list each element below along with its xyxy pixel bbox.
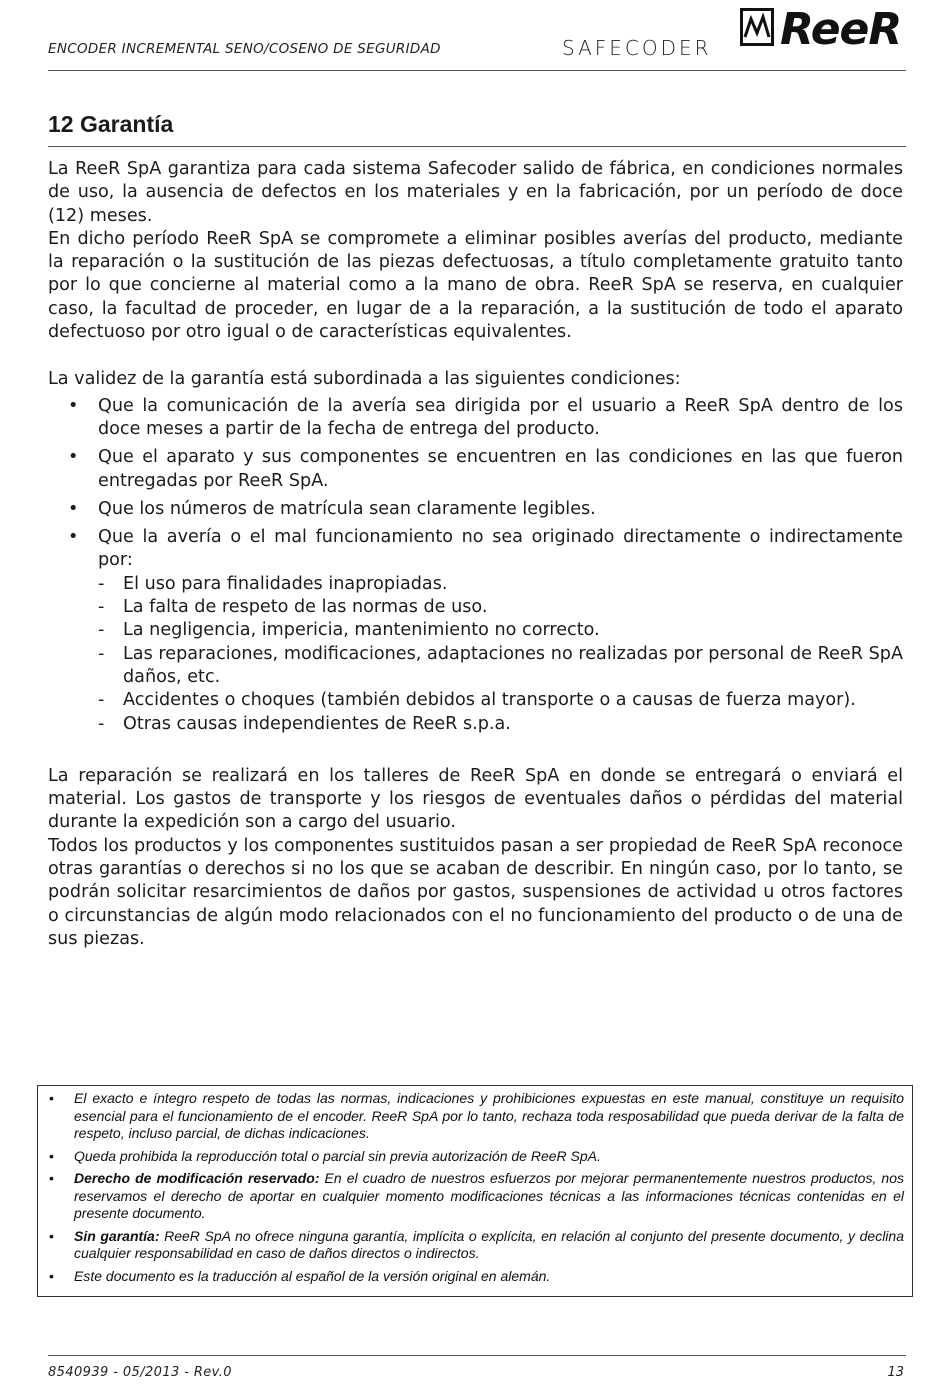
notice-item: • Este documento es la traducción al español de la versión original en alemán. [49, 1267, 551, 1284]
dash-icon: - [98, 573, 105, 594]
dash-icon: - [98, 713, 105, 734]
exclusion-item: - El uso para finalidades inapropiadas. [98, 573, 903, 596]
dash-icon: - [98, 597, 105, 618]
dash-icon: - [98, 690, 105, 711]
dash-icon: - [98, 643, 105, 664]
notice-label: Sin garantía: [74, 1227, 160, 1244]
conditions-intro: La validez de la garantía está subordinada a las siguientes condiciones: [48, 369, 681, 390]
notice-label: Derecho de modificación reservado: [74, 1170, 320, 1186]
exclusions-list [98, 573, 903, 736]
safecoder-logo-text: SAFECODER [562, 36, 712, 60]
warranty-body [48, 158, 903, 951]
exclusion-item: - Otras causas independientes de ReeR s.p.a. [98, 713, 903, 736]
exclusion-item: - Accidentes o choques (también debidos al transporte o a causas de fuerza mayor). [98, 689, 903, 712]
paragraph: Todos los productos y los componentes sustituidos pasan a ser propiedad de ReeR SpA reconoce otras garantías o derechos si no los que se acaban de describir. En ningún caso, por lo tanto, se podrán solicitar resarcimientos de daños por gastos, suspensiones de actividad u otros factores o circunstancias de algún modo relacionados con el no funcionamiento del producto o de una de sus piezas. [48, 835, 903, 949]
bullet-icon: • [68, 395, 79, 416]
dash-icon: - [98, 620, 105, 641]
notice-item: • El exacto e íntegro respeto de todas las normas, indicaciones y prohibiciones expuestas en este manual, constituye un requisito esencial para el funcionamiento de el encoder. ReeR SpA por lo tanto, rechaza toda resposabilidad que pueda derivar de la falta de respeto, incluso parcial, de dichas indicaciones. [49, 1090, 904, 1141]
conditions-list [48, 395, 903, 736]
condition-item: • Que los números de matrícula sean claramente legibles. [48, 498, 903, 521]
section-heading: 12 Garantía [48, 106, 906, 147]
condition-item: • Que la comunicación de la avería sea dirigida por el usuario a ReeR SpA dentro de los doce meses a partir de la fecha de entrega del producto. [68, 395, 903, 439]
notice-item: • Sin garantía: ReeR SpA no ofrece ninguna garantía, implícita o explícita, en relación al conjunto del presente documento, y declina cualquier responsabilidad en caso de daños directos o indirectos. [49, 1227, 904, 1261]
exclusion-item: - Las reparaciones, modificaciones, adaptaciones no realizadas por personal de ReeR SpA daños, etc. [98, 643, 903, 687]
notice-item: • Queda prohibida la reproducción total o parcial sin previa autorización de ReeR SpA. [49, 1147, 601, 1164]
bullet-icon: • [68, 447, 79, 468]
notice-box [37, 1085, 913, 1297]
page-number: 13 [887, 1365, 904, 1380]
header-title: ENCODER INCREMENTAL SENO/COSENO DE SEGURIDAD [48, 41, 441, 57]
page-footer [48, 1355, 906, 1382]
reer-logo-wave-icon [743, 11, 771, 43]
bullet-icon: • [68, 527, 79, 548]
exclusion-item: - La falta de respeto de las normas de uso. [98, 596, 903, 619]
bullet-icon: • [49, 1090, 54, 1106]
paragraph: En dicho período ReeR SpA se compromete a eliminar posibles averías del producto, mediante la reparación o la sustitución de las piezas defectuosas, a título completamente gratuito tanto por lo que concierne al material como a la mano de obra. ReeR SpA se reserva, en cualquier caso, la facultad de proceder, en lugar de a la reparación, a la sustitución de todo el aparato defectuoso por otro igual o de características equivalentes. [48, 228, 903, 343]
page-header [48, 6, 906, 71]
notice-item: • Derecho de modificación reservado: En el cuadro de nuestros esfuerzos por mejorar permanentemente nuestros productos, nos reservamos el derecho de aportar en cualquier momento modificaciones técnicas a las informaciones técnicas contenidas en el presente documento. [49, 1170, 904, 1221]
document-code: 8540939 - 05/2013 - Rev.0 [48, 1365, 232, 1380]
bullet-icon: • [49, 1267, 54, 1284]
reer-logo-text: ReeR [780, 4, 902, 55]
bullet-icon: • [49, 1170, 54, 1186]
condition-item: • Que la avería o el mal funcionamiento no sea originado directamente o indirectamente por: - El uso para finalidades inapropiadas. - La falta de respeto de las normas de uso. - La negligencia, impericia, mantenimiento no correcto. - Las reparaciones, modificaciones, adaptaciones no realizadas por personal de ReeR SpA daños, etc. - Accidentes o choques (también debidos al transporte o a causas de fuerza mayor). - Otras causas independientes de ReeR s.p.a. [48, 526, 903, 736]
bullet-icon: • [49, 1227, 54, 1244]
bullet-icon: • [49, 1147, 54, 1164]
paragraph: La reparación se realizará en los talleres de ReeR SpA en donde se entregará o enviará el material. Los gastos de transporte y los riesgos de eventuales daños o pérdidas del material durante la expedición son a cargo del usuario. [48, 765, 903, 833]
exclusion-item: - La negligencia, impericia, mantenimiento no correcto. [98, 619, 903, 642]
reer-logo-icon [740, 8, 774, 46]
bullet-icon: • [68, 498, 79, 519]
condition-item: • Que el aparato y sus componentes se encuentren en las condiciones en las que fueron entregadas por ReeR SpA. [68, 447, 903, 491]
paragraph: La ReeR SpA garantiza para cada sistema Safecoder salido de fábrica, en condiciones normales de uso, la ausencia de defectos en los materiales y en la fabricación, por un período de doce (12) meses. [48, 159, 903, 226]
